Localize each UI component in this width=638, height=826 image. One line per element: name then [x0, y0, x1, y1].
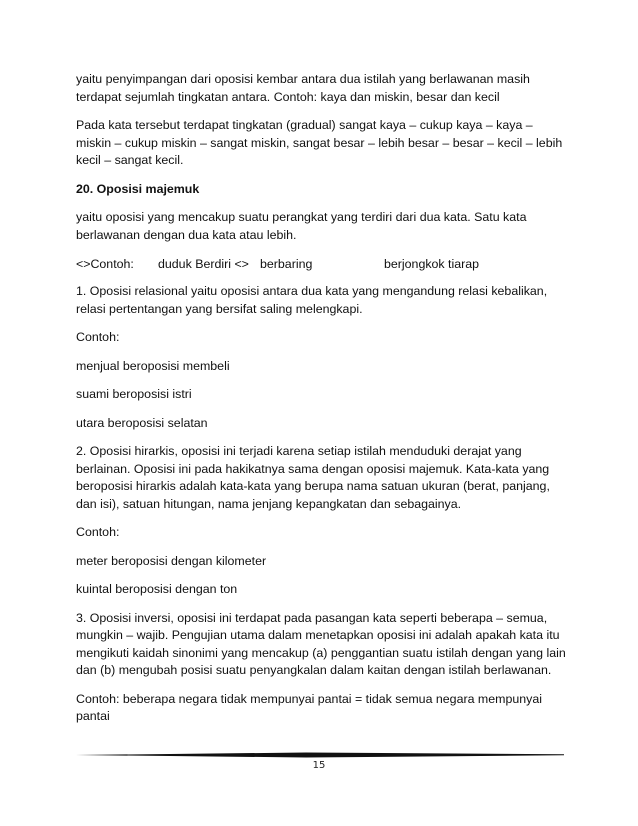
paragraph-gradual-example: Pada kata tersebut terdapat tingkatan (gradual) sangat kaya – cukup kaya – kaya – miskin – cukup miskin – sangat miskin, sangat besar – lebih besar – besar – kecil – lebih kecil – sangat kecil.	[76, 118, 563, 167]
example-line: utara beroposisi selatan	[76, 415, 208, 430]
example-line: meter beroposisi dengan kilometer	[76, 553, 267, 568]
paragraph-gradual-intro: yaitu penyimpangan dari oposisi kembar antara dua istilah yang berlawanan masih terdapat sejumlah tingkatan antara. Contoh: kaya dan miskin, besar dan kecil	[76, 72, 530, 104]
page-number: 15	[312, 760, 326, 771]
example-word-group-3: berjongkok tiarap	[384, 257, 480, 271]
paragraph-relasional: 1. Oposisi relasional yaitu oposisi antara dua kata yang mengandung relasi kebalikan, relasi pertentangan yang bersifat saling melengkapi.	[76, 284, 548, 316]
example-line: kuintal beroposisi dengan ton	[76, 582, 238, 596]
page-body	[76, 71, 568, 737]
example-row	[76, 255, 568, 273]
example-heading: Contoh:	[76, 330, 120, 344]
section-heading-oposisi-majemuk: 20. Oposisi majemuk	[76, 181, 200, 196]
paragraph-majemuk-definition: yaitu oposisi yang mencakup suatu perangkat yang terdiri dari dua kata. Satu kata berlawanan dengan dua kata atau lebih.	[76, 210, 527, 242]
example-word-group-2: berbaring	[260, 257, 313, 271]
example-heading: Contoh:	[76, 525, 120, 539]
example-line: menjual beroposisi membeli	[76, 358, 230, 373]
paragraph-inversi-example: Contoh: beberapa negara tidak mempunyai pantai = tidak semua negara mempunyai pantai	[76, 691, 542, 723]
example-line: suami beroposisi istri	[76, 387, 192, 401]
paragraph-inversi: 3. Oposisi inversi, oposisi ini terdapat pada pasangan kata seperti beberapa – semua, mungkin – wajib. Pengujian utama dalam menetapkan oposisi ini adalah apakah kata itu mengikuti kaidah sinonimi yang mencakup (a) penggantian suatu istilah dengan yang lain dan (b) mengubah posisi suatu penyangkalan dalam kaitan dengan istilah berlawanan.	[76, 610, 566, 677]
example-word-group-1: duduk Berdiri <>	[158, 257, 249, 271]
paragraph-hirarkis: 2. Oposisi hirarkis, oposisi ini terjadi karena setiap istilah menduduki derajat yang berlainan. Oposisi ini pada hakikatnya sama dengan oposisi majemuk. Kata-kata yang beroposisi hirarkis adalah kata-kata yang berupa nama satuan ukuran (berat, panjang, dan isi), satuan hitungan, nama jenjang kepangkatan dan sebagainya.	[76, 444, 550, 511]
example-label: <>Contoh:	[76, 257, 134, 271]
footer-divider	[76, 752, 564, 758]
